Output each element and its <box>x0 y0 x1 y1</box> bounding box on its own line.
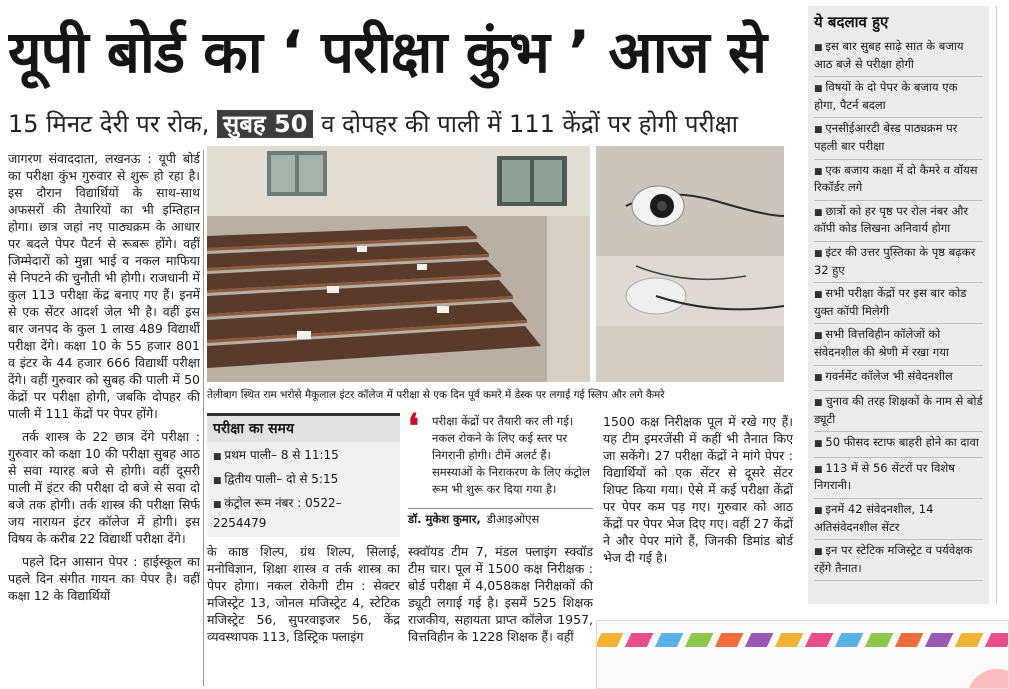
change-item: ■ इनमें 42 संवेदनशील, 14 अतिसंवेदनशील सेंटर <box>814 499 983 540</box>
timing-item: ■ प्रथम पाली– 8 से 11:15 <box>213 446 394 466</box>
subheadline-highlight: सुबह 50 <box>217 110 313 138</box>
official-quote-author <box>408 508 593 527</box>
article-paragraph-logic-exam: तर्क शास्त्र के 22 छात्र देंगे परीक्षा : गुरुवार को कक्षा 10 की परीक्षा सुबह आठ से सवा ग्यारह बजे से होगी। वहीं दूसरी पाली में इंटर की परीक्षा दो बजे से सवा दो बजे तक होगी। तर्क शास्त्र की परीक्षा सिर्फ जय नारायन इंटर कॉलेज में होगी। इस विषय के करीब 22 विद्यार्थी परीक्षा देंगे। <box>8 429 200 546</box>
color-stripes-graphic <box>597 621 1009 689</box>
change-item: ■ चुनाव की तरह शिक्षकों के नाम से बोर्ड ड्यूटी <box>814 391 983 432</box>
article-paragraph-invigilators: स्क्वॉयड टीम 7, मंडल फ्लाइंग स्क्वॉड टीम चार। पूल में 1500 कक्ष निरीक्षक : बोर्ड परीक्षा में 4,058कक्ष निरीक्षकों की ड्यूटी लगाई गई है। इसमें 525 शिक्षक राजकीय, सहायता प्राप्त कॉलेज 1957, वित्तविहीन के 1228 शिक्षक हैं। वहीं <box>408 544 593 644</box>
change-item: ■ एनसीईआरटी बेस्ड पाठ्यक्रम पर पहली बार परीक्षा <box>814 118 983 159</box>
change-item: ■ इंटर की उत्तर पुस्तिका के पृष्ठ बढ़कर 32 हुए <box>814 242 983 283</box>
article-column-3 <box>408 543 593 686</box>
article-paragraph-subjects-team: के काष्ठ शिल्प, ग्रंथ शिल्प, सिलाई, मनोविज्ञान, शिक्षा शास्त्र व तर्क शास्त्र का पेपर होगा। नकल रोकेगी टीम : सेक्टर मजिस्ट्रेट 13, जोनल मजिस्ट्रेट 4, स्टेटिक मजिस्ट्रेट 56, सुपरवाइजर 56, केंद्र व्यवस्थापक 113, डिस्ट्रिक फ्लाइंग <box>207 544 400 644</box>
photo-caption: तेलीबाग स्थित राम भरोसे मैकूलाल इंटर कॉलेज में परीक्षा से एक दिन पूर्व कमरे में डेस्क पर लगाई गई स्लिप और लगे कैमरे <box>207 389 665 401</box>
exam-timings-title: परीक्षा का समय <box>207 416 400 442</box>
official-quote-text: परीक्षा केंद्रों पर तैयारी कर ली गई। नकल रोकने के लिए कई स्तर पर निगरानी होगी। टीमें अलर्ट हैं। समस्याओं के निराकरण के लिए कंट्रोल रूम भी शुरू कर दिया गया है। <box>432 414 590 496</box>
change-item: ■ 50 फीसद स्टाफ बाहरी होने का दावा <box>814 432 983 458</box>
adjacent-column-edge <box>996 6 1009 604</box>
change-item: ■ छात्रों को हर पृष्ठ पर रोल नंबर और कॉपी कोड लिखना अनिवार्य होगा <box>814 201 983 242</box>
change-item: ■ इन पर स्टेटिक मजिस्ट्रेट व पर्यवेक्षक रहेंगे तैनात। <box>814 540 983 581</box>
decorative-ad-strip <box>596 620 1009 689</box>
change-item: ■ गवर्नमेंट कॉलेज भी संवेदनशील <box>814 366 983 392</box>
classroom-photo <box>207 146 590 382</box>
change-item: ■ 113 में से 56 सेंटरों पर विशेष निगरानी। <box>814 458 983 499</box>
camera-photo <box>596 146 784 382</box>
camera-illustration <box>596 146 784 382</box>
quote-mark-icon: ❛ <box>408 407 419 447</box>
exam-timings-list <box>207 442 400 540</box>
timing-item: ■ द्वितीय पाली– दो से 5:15 <box>213 470 394 490</box>
quote-author-role: डीआइओएस <box>486 512 540 526</box>
changes-sidebar <box>808 6 989 604</box>
article-paragraph-intro: जागरण संवाददाता, लखनऊ : यूपी बोर्ड का परीक्षा कुंभ गुरुवार से शुरू हो रहा है। इस दौरान विद्यार्थियों के साथ-साथ अफसरों की तैयारियों का भी इम्तिहान होगा। छात्र जहां नए पाठ्यक्रम के आधार पर बदले पेपर पैटर्न से रूबरू होंगे। वहीं जिम्मेदारों को मुन्ना भाई व नकल माफिया से निपटने की चुनौती भी होगी। राजधानी में कुल 113 परीक्षा केंद्र बनाए गए हैं। इनमें से एक सेंटर आदर्श जेल भी है। वहीं इस बार जनपद के कुल 1 लाख 489 विद्यार्थी परीक्षा देंगे। कक्षा 10 के 55 हजार 801 व इंटर के 44 हजार 666 विद्यार्थी परीक्षा देंगे। वहीं गुरुवार को सुबह की पाली में 50 केंद्रों पर परीक्षा होगी, जबकि दोपहर की पाली में 111 केंद्रों पर पेपर होंगे। <box>8 151 200 421</box>
classroom-illustration <box>207 146 590 382</box>
timing-item: ■ कंट्रोल रूम नंबर : 0522–2254479 <box>213 494 394 532</box>
subheadline-before: 15 मिनट देरी पर रोक, <box>8 110 210 138</box>
article-column-4 <box>603 413 793 613</box>
changes-list <box>808 36 989 581</box>
exam-timings-box <box>207 413 400 537</box>
column-divider <box>203 150 204 686</box>
headline: यूपी बोर्ड का ‘ परीक्षा कुंभ ’ आज से <box>8 18 767 86</box>
quote-author-name: डॉ. मुकेश कुमार, <box>408 512 481 526</box>
change-item: ■ इस बार सुबह साढ़े सात के बजाय आठ बजे से परीक्षा होगी <box>814 36 983 77</box>
article-column-1 <box>8 150 200 686</box>
subheadline-after: व दोपहर की पाली में 111 केंद्रों पर होगी परीक्षा <box>321 110 738 138</box>
change-item: ■ विषयों के दो पेपर के बजाय एक होगा, पैटर्न बदला <box>814 77 983 118</box>
change-item: ■ सभी परीक्षा केंद्रों पर इस बार कोड युक्त कॉपी मिलेगी <box>814 283 983 324</box>
subheadline <box>8 104 798 144</box>
changes-sidebar-title: ये बदलाव हुए <box>814 13 889 31</box>
change-item: ■ एक बजाय कक्षा में दो कैमरे व वॉयस रिकॉर्डर लगे <box>814 160 983 201</box>
article-paragraph-paper-shortage: 1500 कक्ष निरीक्षक पूल में रखे गए हैं। यह टीम इमरजेंसी में कहीं भी तैनात किए जा सकेंगे। 27 परीक्षा केंद्रों ने मांगे पेपर : विद्यार्थियों को एक सेंटर से दूसरे सेंटर शिफ्ट किया गया। ऐसे में कई परीक्षा केंद्रों पर पेपर कम पड़ गए। गुरुवार को आठ केंद्रों पर पेपर भेज दिए गए। वहीं 27 केंद्रों ने और पेपर मांगे हैं, जिनकी डिमांड बोर्ड भेज दी गई है। <box>603 414 793 565</box>
article-column-2 <box>207 543 400 686</box>
article-paragraph-easy-paper: पहले दिन आसान पेपर : हाईस्कूल का पहले दिन संगीत गायन का पेपर है। वहीं कक्षा 12 के विद्यार्थियों <box>8 554 200 603</box>
change-item: ■ सभी वित्तविहीन कॉलेजों को संवेदनशील की श्रेणी में रखा गया <box>814 324 983 365</box>
